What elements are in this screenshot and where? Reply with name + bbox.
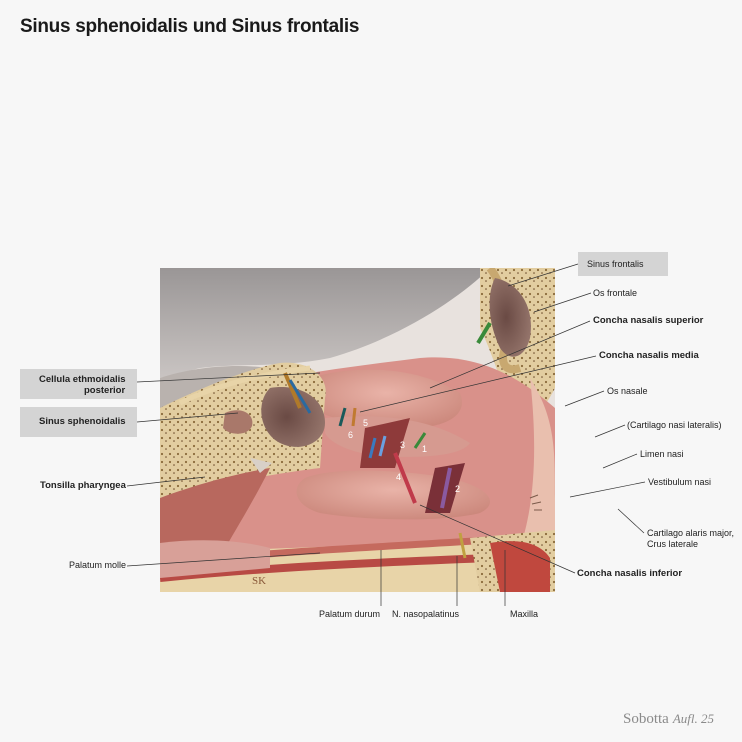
label-cartilago-nasi-lateralis: (Cartilago nasi lateralis) [627, 420, 722, 430]
marker-3: 3 [400, 440, 406, 450]
label-cellula-ethmoidalis: Cellula ethmoidalis [39, 374, 126, 385]
publisher-brand [623, 711, 714, 728]
label-n-nasopalatinus: N. nasopalatinus [392, 609, 460, 619]
marker-6: 6 [348, 430, 354, 440]
label-limen-nasi: Limen nasi [640, 449, 684, 459]
label-crus-laterale: Crus laterale [647, 539, 699, 549]
brand-name: Sobotta [622, 711, 669, 727]
label-cartilago-alaris-major: Cartilago alaris major, [647, 528, 735, 538]
label-palatum-durum: Palatum durum [319, 609, 381, 619]
label-sinus-sphenoidalis: Sinus sphenoidalis [39, 416, 126, 427]
label-concha-nasalis-superior: Concha nasalis superior [593, 315, 704, 326]
label-os-frontale: Os frontale [593, 288, 638, 298]
label-cellula-posterior: posterior [84, 385, 126, 396]
label-maxilla: Maxilla [510, 609, 539, 619]
page-title: Sinus sphenoidalis und Sinus frontalis [20, 16, 360, 37]
artist-signature: SK [252, 575, 267, 587]
label-sinus-frontalis: Sinus frontalis [587, 259, 644, 269]
marker-1: 1 [422, 444, 428, 454]
brand-edition: Aufl. 25 [672, 711, 714, 726]
marker-4: 4 [396, 472, 402, 482]
label-tonsilla-pharyngea: Tonsilla pharyngea [40, 480, 126, 491]
marker-2: 2 [455, 484, 461, 494]
label-concha-nasalis-inferior: Concha nasalis inferior [577, 568, 683, 579]
marker-5: 5 [363, 418, 369, 428]
label-palatum-molle: Palatum molle [69, 560, 127, 570]
label-vestibulum-nasi: Vestibulum nasi [648, 477, 712, 487]
label-os-nasale: Os nasale [607, 386, 648, 396]
label-concha-nasalis-media: Concha nasalis media [599, 350, 699, 361]
